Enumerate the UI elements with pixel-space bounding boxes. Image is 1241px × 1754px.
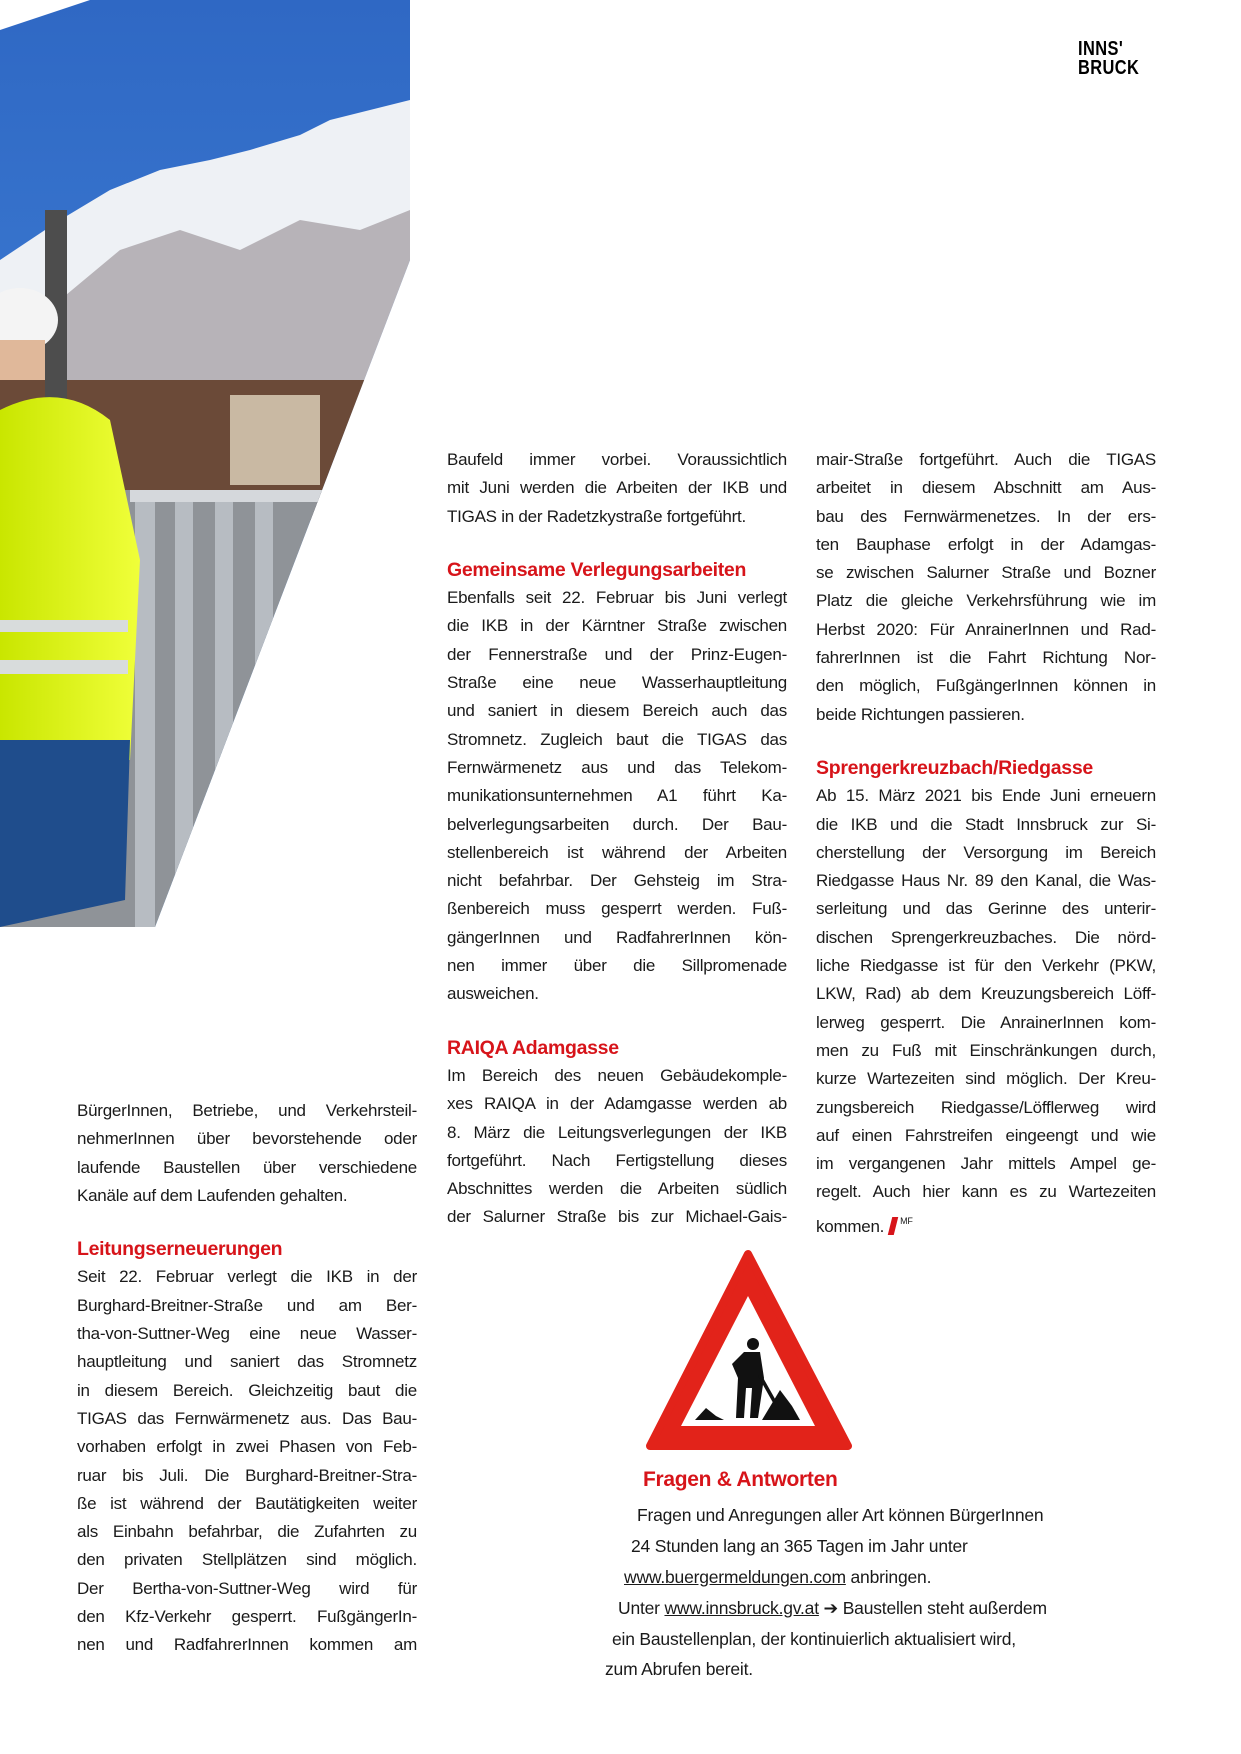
paragraph-line [77, 1433, 417, 1461]
line-text: nicht befahrbar. Der Gehsteig im Stra- [447, 871, 787, 891]
paragraph-line [77, 1154, 417, 1182]
logo-line-1: INNS' [1078, 38, 1124, 60]
article-column-2 [447, 446, 787, 1232]
paragraph-line [447, 1090, 787, 1118]
paragraph-line [77, 1546, 417, 1574]
paragraph-line [816, 1178, 1156, 1206]
roadwork-warning-sign-icon [640, 1248, 860, 1458]
line-text: zungsbereich Riedgasse/Löfflerweg wird [816, 1097, 1156, 1117]
paragraph-line [77, 1182, 417, 1210]
line-text: cherstellung der Versorgung im Bereich [816, 842, 1156, 862]
line-text: ruar bis Juli. Die Burghard-Breitner-Stra- [77, 1465, 417, 1485]
paragraph-line [447, 1062, 787, 1090]
paragraph-line [816, 924, 1156, 952]
line-text: arbeitet in diesem Abschnitt am Aus- [816, 478, 1156, 498]
paragraph-line [447, 474, 787, 502]
paragraph-line [816, 1094, 1156, 1122]
paragraph-line [447, 612, 787, 640]
paragraph-line [816, 644, 1156, 672]
paragraph-line [77, 1490, 417, 1518]
line-text: als Einbahn befahrbar, die Zufahrten zu [77, 1522, 417, 1542]
paragraph-line [447, 1203, 787, 1231]
line-text: hauptleitung und saniert das Stromnetz [77, 1352, 417, 1372]
line-text: Herbst 2020: Für AnrainerInnen und Rad- [816, 619, 1156, 639]
line-text: BürgerInnen, Betriebe, und Verkehrsteil- [77, 1101, 417, 1120]
faq-text: Unter [618, 1598, 665, 1618]
line-text: regelt. Auch hier kann es zu Wartezeiten [816, 1182, 1156, 1202]
paragraph-line [816, 952, 1156, 980]
paragraph-line [816, 672, 1156, 700]
line-text: beide Richtungen passieren. [816, 704, 1025, 724]
line-text: xes RAIQA in der Adamgasse werden ab [447, 1094, 787, 1114]
line-text: Kanäle auf dem Laufenden gehalten. [77, 1185, 348, 1205]
faq-text: anbringen. [845, 1567, 932, 1587]
paragraph-line [447, 1119, 787, 1147]
line-text: die IKB in der Kärntner Straße zwischen [447, 616, 787, 636]
line-text: den privaten Stellplätzen sind möglich. [77, 1550, 417, 1570]
paragraph-line [447, 924, 787, 952]
line-text: nehmerInnen über bevorstehende oder [77, 1129, 417, 1149]
line-text: TIGAS in der Radetzkystraße fortgeführt. [447, 506, 746, 526]
paragraph-line [816, 980, 1156, 1008]
line-text: Burghard-Breitner-Straße und am Ber- [77, 1295, 417, 1315]
line-text: munikationsunternehmen A1 führt Ka- [447, 786, 787, 806]
paragraph-line [816, 895, 1156, 923]
paragraph-line [816, 1207, 1156, 1235]
paragraph-line [77, 1377, 417, 1405]
line-text: Der Bertha-von-Suttner-Weg wird für [77, 1578, 417, 1598]
line-text: ße ist während der Bautätigkeiten weiter [77, 1493, 417, 1513]
line-text: mair-Straße fortgeführt. Auch die TIGAS [816, 450, 1156, 469]
paragraph-line [816, 531, 1156, 559]
paragraph-line [447, 669, 787, 697]
paragraph-line [447, 503, 787, 531]
line-text: gängerInnen und RadfahrerInnen kön- [447, 927, 787, 947]
paragraph-line [816, 587, 1156, 615]
line-text: kommen. [816, 1216, 885, 1236]
line-text: men zu Fuß mit Einschränkungen durch, [816, 1040, 1156, 1060]
faq-heading: Fragen & Antworten [643, 1468, 838, 1491]
faq-text-line [624, 1567, 931, 1588]
paragraph-line [816, 503, 1156, 531]
line-text: ßenbereich muss gesperrt werden. Fuß- [447, 899, 787, 919]
paragraph-line [816, 474, 1156, 502]
paragraph-line [447, 641, 787, 669]
end-mark-icon [888, 1217, 898, 1235]
paragraph-line [77, 1348, 417, 1376]
paragraph-line [816, 1065, 1156, 1093]
paragraph-line [447, 839, 787, 867]
paragraph-line [77, 1097, 417, 1125]
line-text: bau des Fernwärmenetzes. In der ers- [816, 506, 1156, 526]
article-column-3 [816, 446, 1156, 1235]
line-text: Fernwärmenetz aus und das Telekom- [447, 757, 787, 777]
paragraph-line [447, 754, 787, 782]
line-text: nen und RadfahrerInnen kommen am [77, 1635, 417, 1655]
line-text: Seit 22. Februar verlegt die IKB in der [77, 1267, 417, 1287]
construction-workers-photo [0, 0, 410, 927]
arrow-right-icon: ➔ [818, 1598, 839, 1618]
line-text: die IKB und die Stadt Innsbruck zur Si- [816, 814, 1156, 834]
paragraph-line [447, 980, 787, 1008]
paragraph-line [77, 1575, 417, 1603]
faq-text-line [618, 1598, 1047, 1619]
faq-text-line: ein Baustellenplan, der kontinuierlich aktualisiert wird, [612, 1629, 1016, 1649]
paragraph-line [447, 446, 787, 474]
paragraph-line [816, 701, 1156, 729]
line-text: vorhaben erfolgt in zwei Phasen von Feb- [77, 1437, 417, 1457]
paragraph-line [447, 782, 787, 810]
innsbruck-logo [1078, 40, 1139, 78]
faq-text-line: Fragen und Anregungen aller Art können BürgerInnen [637, 1505, 1044, 1525]
paragraph-line [447, 1175, 787, 1203]
line-text: liche Riedgasse ist für den Verkehr (PKW, [816, 956, 1156, 976]
line-text: Platz die gleiche Verkehrsführung wie im [816, 591, 1156, 611]
section-heading: Sprengerkreuzbach/Riedgasse [816, 756, 1093, 779]
paragraph-line [816, 1122, 1156, 1150]
line-text: Im Bereich des neuen Gebäudekomple- [447, 1065, 787, 1085]
paragraph-line [447, 697, 787, 725]
paragraph-line [447, 952, 787, 980]
section-heading: Gemeinsame Verlegungsarbeiten [447, 558, 747, 581]
paragraph-line [816, 559, 1156, 587]
article-column-1 [77, 1097, 417, 1660]
paragraph-line [447, 584, 787, 612]
author-initials: MF [900, 1215, 913, 1226]
line-text: laufende Baustellen über verschiedene [77, 1157, 417, 1177]
line-text: ausweichen. [447, 984, 539, 1004]
line-text: mit Juni werden die Arbeiten der IKB und [447, 478, 787, 498]
paragraph-line [77, 1292, 417, 1320]
line-text: den Kfz-Verkehr gesperrt. FußgängerIn- [77, 1607, 417, 1627]
paragraph-line [447, 1147, 787, 1175]
faq-text-line: 24 Stunden lang an 365 Tagen im Jahr unter [631, 1536, 968, 1556]
innsbruck-website-link[interactable]: www.innsbruck.gv.at [664, 1598, 819, 1618]
line-text: Baufeld immer vorbei. Voraussichtlich [447, 450, 787, 469]
paragraph-line [816, 839, 1156, 867]
line-text: lerweg gesperrt. Die AnrainerInnen kom- [816, 1012, 1156, 1032]
line-text: und saniert in diesem Bereich auch das [447, 701, 787, 721]
paragraph-line [816, 616, 1156, 644]
line-text: stellenbereich ist während der Arbeiten [447, 842, 787, 862]
line-text: 8. März die Leitungsverlegungen der IKB [447, 1122, 787, 1142]
line-text: Stromnetz. Zugleich baut die TIGAS das [447, 729, 787, 749]
line-text: nen immer über die Sillpromenade [447, 956, 787, 976]
logo-line-2: BRUCK [1078, 57, 1140, 79]
section-heading: Leitungserneuerungen [77, 1238, 283, 1261]
paragraph-line [816, 446, 1156, 474]
line-text: ten Bauphase erfolgt in der Adamgas- [816, 534, 1156, 554]
paragraph-line [816, 1150, 1156, 1178]
line-text: in diesem Bereich. Gleichzeitig baut die [77, 1380, 417, 1400]
paragraph-line [447, 895, 787, 923]
line-text: tha-von-Suttner-Weg eine neue Wasser- [77, 1324, 417, 1344]
paragraph-line [77, 1603, 417, 1631]
line-text: fahrerInnen ist die Fahrt Richtung Nor- [816, 648, 1156, 668]
line-text: Ebenfalls seit 22. Februar bis Juni verlegt [447, 588, 787, 608]
paragraph-line [816, 1037, 1156, 1065]
line-text: der Salurner Straße bis zur Michael-Gais- [447, 1207, 787, 1227]
paragraph-line [77, 1462, 417, 1490]
line-text: der Fennerstraße und der Prinz-Eugen- [447, 644, 787, 664]
paragraph-line [77, 1125, 417, 1153]
section-heading: RAIQA Adamgasse [447, 1036, 619, 1059]
line-text: kurze Wartezeiten sind möglich. Der Kreu- [816, 1069, 1156, 1089]
line-text: Ab 15. März 2021 bis Ende Juni erneuern [816, 786, 1156, 806]
line-text: auf einen Fahrstreifen eingeengt und wie [816, 1125, 1156, 1145]
line-text: den möglich, FußgängerInnen können in [816, 676, 1156, 696]
line-text: se zwischen Salurner Straße und Bozner [816, 563, 1156, 583]
buergermeldungen-link[interactable]: www.buergermeldungen.com [624, 1567, 846, 1587]
line-text: LKW, Rad) ab dem Kreuzungsbereich Löff- [816, 984, 1156, 1004]
paragraph-line [447, 867, 787, 895]
paragraph-line [77, 1320, 417, 1348]
paragraph-line [816, 867, 1156, 895]
faq-text: Baustellen steht außerdem [838, 1598, 1047, 1618]
paragraph-line [77, 1518, 417, 1546]
paragraph-line [816, 811, 1156, 839]
line-text: fortgeführt. Nach Fertigstellung dieses [447, 1150, 787, 1170]
line-text: Abschnittes werden die Arbeiten südlich [447, 1179, 787, 1199]
paragraph-line [447, 726, 787, 754]
faq-text-line: zum Abrufen bereit. [605, 1659, 753, 1679]
line-text: im vergangenen Jahr mittels Ampel ge- [816, 1154, 1156, 1174]
paragraph-line [816, 782, 1156, 810]
line-text: Riedgasse Haus Nr. 89 den Kanal, die Was- [816, 871, 1156, 891]
paragraph-line [447, 811, 787, 839]
line-text: belverlegungsarbeiten durch. Der Bau- [447, 814, 787, 834]
line-text: Straße eine neue Wasserhauptleitung [447, 673, 787, 693]
paragraph-line [77, 1263, 417, 1291]
paragraph-line [816, 1009, 1156, 1037]
line-text: dischen Sprengerkreuzbaches. Die nörd- [816, 927, 1156, 947]
line-text: TIGAS das Fernwärmenetz aus. Das Bau- [77, 1408, 417, 1428]
paragraph-line [77, 1631, 417, 1659]
line-text: serleitung und das Gerinne des unterir- [816, 899, 1156, 919]
paragraph-line [77, 1405, 417, 1433]
